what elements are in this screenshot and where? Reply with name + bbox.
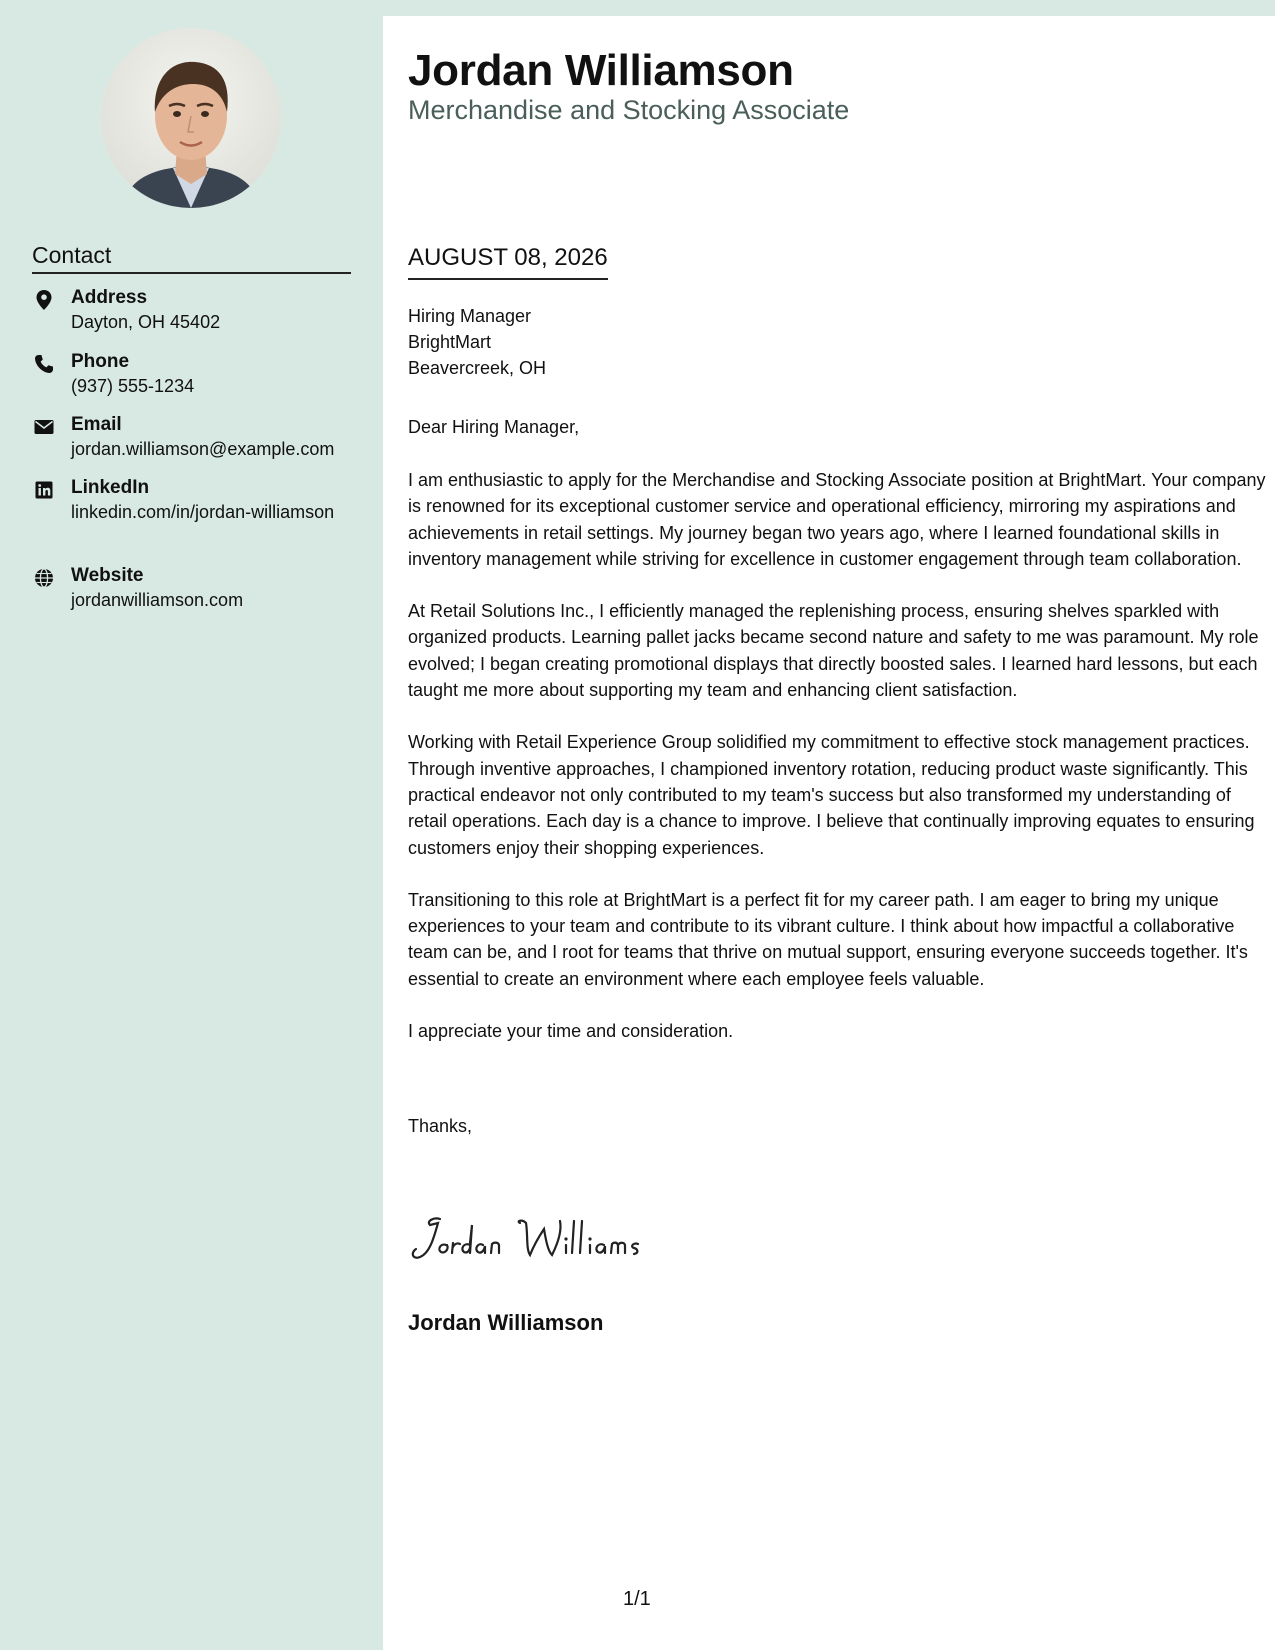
contact-value: jordanwilliamson.com (71, 590, 244, 610)
contact-value: (937) 555-1234 (71, 376, 195, 396)
letter-paragraphs (408, 467, 1266, 1070)
recipient-line: Beavercreek, OH (408, 358, 547, 378)
recipient-block (408, 303, 546, 381)
contact-label: LinkedIn (71, 477, 150, 498)
contact-value: Dayton, OH 45402 (71, 312, 221, 332)
avatar (101, 28, 281, 208)
letter-date: AUGUST 08, 2026 (408, 242, 608, 280)
linkedin-icon (32, 478, 56, 502)
envelope-icon (32, 415, 56, 439)
page-number: 1/1 (623, 1588, 651, 1610)
job-title: Merchandise and Stocking Associate (408, 95, 850, 125)
salutation: Dear Hiring Manager, (408, 417, 580, 437)
recipient-line: Hiring Manager (408, 306, 532, 326)
applicant-name: Jordan Williamson (408, 46, 794, 95)
signer-name: Jordan Williamson (408, 1310, 604, 1335)
letter-body (383, 16, 1275, 1650)
contact-label: Email (71, 414, 122, 435)
globe-icon (32, 566, 56, 590)
contact-label: Address (71, 287, 148, 308)
sidebar (0, 0, 383, 1650)
contact-label: Website (71, 565, 144, 586)
avatar-photo (101, 28, 281, 208)
contact-value: linkedin.com/in/jordan-williamson (71, 502, 335, 522)
recipient-line: BrightMart (408, 332, 492, 352)
contact-value: jordan.williamson@example.com (71, 439, 335, 459)
signature-image (408, 1211, 668, 1271)
phone-icon (32, 352, 56, 376)
contact-heading: Contact (32, 240, 351, 274)
letter-paragraph: Working with Retail Experience Group solidified my commitment to effective stock management practices. Through inventive approaches, I championed inventory rotation, reducing product waste significantly. This practical endeavor not only contributed to my team's success but also transformed my understanding of retail operations. Each day is a chance to improve. I believe that continually improving equates to ensuring customers enjoy their shopping experiences. (408, 732, 1255, 858)
letter-paragraph: At Retail Solutions Inc., I efficiently managed the replenishing process, ensuring shelves sparkled with organized products. Learning pallet jacks became second nature and safety to me was paramount. My role evolved; I began creating promotional displays that directly boosted sales. I learned hard lessons, but each taught me more about supporting my team and enhancing client satisfaction. (408, 601, 1259, 701)
location-pin-icon (32, 288, 56, 312)
contact-label: Phone (71, 351, 130, 372)
letter-paragraph: I am enthusiastic to apply for the Merchandise and Stocking Associate position at BrightMart. Your company is renowned for its exceptional customer service and operational efficiency, mirroring my aspirations and achievements in retail settings. My journey began two years ago, where I learned foundational skills in inventory management while striving for excellence in customer engagement through team collaboration. (408, 470, 1266, 569)
letter-paragraph: I appreciate your time and consideration. (408, 1021, 734, 1042)
closing: Thanks, (408, 1116, 473, 1136)
letter-paragraph: Transitioning to this role at BrightMart is a perfect fit for my career path. I am eager to bring my unique experiences to your team and contribute to its vibrant culture. I think about how impactful a collaborative team can be, and I root for teams that thrive on mutual support, ensuring everyone succeeds together. It's essential to create an environment where each employee feels valuable. (408, 889, 1248, 989)
